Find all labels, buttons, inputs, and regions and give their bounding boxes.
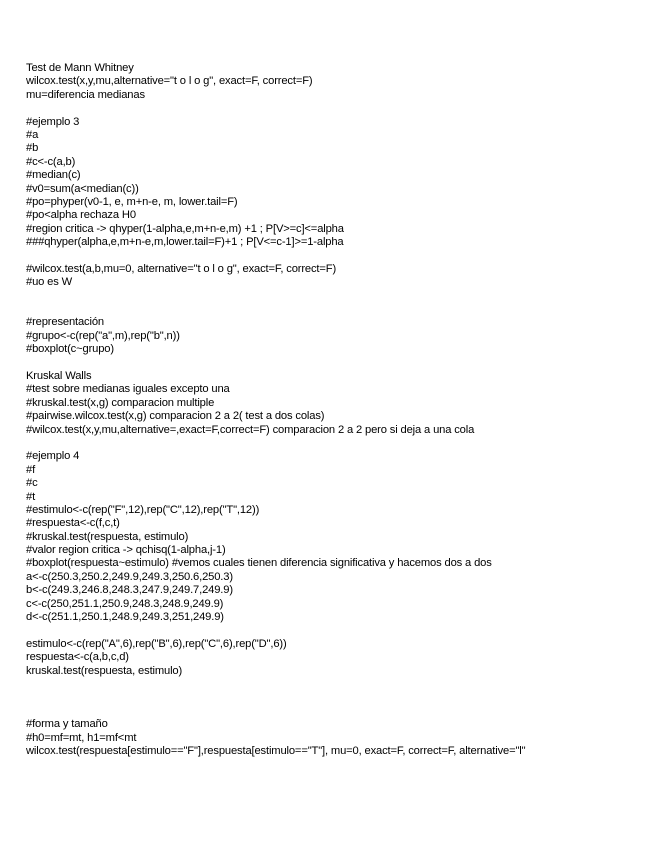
text-line: d<-c(251.1,250.1,248.9,249.3,251,249.9) — [26, 611, 224, 624]
text-line: Test de Mann Whitney — [26, 62, 134, 74]
text-line: estimulo<-c(rep("A",6),rep("B",6),rep("C",6),rep("D",6)) — [26, 637, 287, 650]
blank-line — [26, 705, 648, 718]
text-line: Kruskal Walls — [26, 369, 92, 382]
text-line: a<-c(250.3,250.2,249.9,249.3,250.6,250.3) — [26, 570, 233, 583]
text-line: #estimulo<-c(rep("F",12),rep("C",12),rep("T",12)) — [26, 503, 260, 516]
text-line: #boxplot(c~grupo) — [26, 343, 114, 356]
text-line: #kruskal.test(respuesta, estimulo) — [26, 530, 189, 543]
text-line: #boxplot(respuesta~estimulo) #vemos cuales tienen diferencia significativa y hacemos dos a dos — [26, 557, 492, 570]
blank-line — [26, 357, 648, 370]
text-line: #kruskal.test(x,g) comparacion multiple — [26, 396, 215, 409]
text-line: #forma y tamaño — [26, 718, 108, 731]
text-line: #b — [26, 142, 39, 155]
text-line: #t — [26, 490, 36, 503]
text-line: respuesta<-c(a,b,c,d) — [26, 651, 129, 664]
text-line: #respuesta<-c(f,c,t) — [26, 517, 120, 530]
text-line: #po=phyper(v0-1, e, m+n-e, m, lower.tail=F) — [26, 195, 238, 208]
blank-line — [26, 691, 648, 704]
text-line: #median(c) — [26, 169, 81, 182]
text-line: #valor region critica -> qchisq(1-alpha,j-1) — [26, 544, 226, 557]
text-line: #a — [26, 128, 39, 141]
blank-line — [26, 303, 648, 316]
text-line: #region critica -> qhyper(1-alpha,e,m+n-e,m) +1 ; P[V>=c]<=alpha — [26, 222, 344, 235]
text-line: mu=diferencia medianas — [26, 88, 145, 101]
text-line: kruskal.test(respuesta, estimulo) — [26, 664, 183, 677]
text-line: b<-c(249.3,246.8,248.3,247.9,249.7,249.9) — [26, 584, 233, 597]
blank-line — [26, 290, 648, 303]
text-line: #f — [26, 463, 36, 476]
text-line: #ejemplo 3 — [26, 115, 80, 128]
text-line: #pairwise.wilcox.test(x,g) comparacion 2 a 2( test a dos colas) — [26, 410, 325, 423]
text-line: #wilcox.test(x,y,mu,alternative=,exact=F,correct=F) comparacion 2 a 2 pero si deja a una cola — [26, 423, 475, 436]
text-line: #test sobre medianas iguales excepto una — [26, 383, 230, 396]
text-line: ###qhyper(alpha,e,m+n-e,m,lower.tail=F)+1 ; P[V<=c-1]>=1-alpha — [26, 236, 344, 249]
text-line: #representación — [26, 316, 104, 329]
text-line: #h0=mf=mt, h1=mf<mt — [26, 731, 137, 744]
text-line: #wilcox.test(a,b,mu=0, alternative="t o l o g", exact=F, correct=F) — [26, 262, 337, 275]
blank-line — [26, 437, 648, 450]
text-line: #c<-c(a,b) — [26, 155, 76, 168]
text-line: #v0=sum(a<median(c)) — [26, 182, 139, 195]
text-line: #ejemplo 4 — [26, 450, 80, 463]
text-line: c<-c(250,251.1,250.9,248.3,248.9,249.9) — [26, 597, 224, 610]
text-line: #po<alpha rechaza H0 — [26, 209, 136, 222]
blank-line — [26, 678, 648, 691]
blank-line — [26, 249, 648, 262]
text-line: wilcox.test(respuesta[estimulo=="F"],respuesta[estimulo=="T"], mu=0, exact=F, correct=F, alternative="l" — [26, 744, 526, 757]
text-line: #grupo<-c(rep("a",m),rep("b",n)) — [26, 329, 180, 342]
blank-line — [26, 624, 648, 637]
blank-line — [26, 102, 648, 115]
text-line: wilcox.test(x,y,mu,alternative="t o l o g", exact=F, correct=F) — [26, 75, 313, 88]
document-body — [26, 62, 648, 758]
text-line: #c — [26, 477, 38, 490]
text-line: #uo es W — [26, 276, 73, 289]
